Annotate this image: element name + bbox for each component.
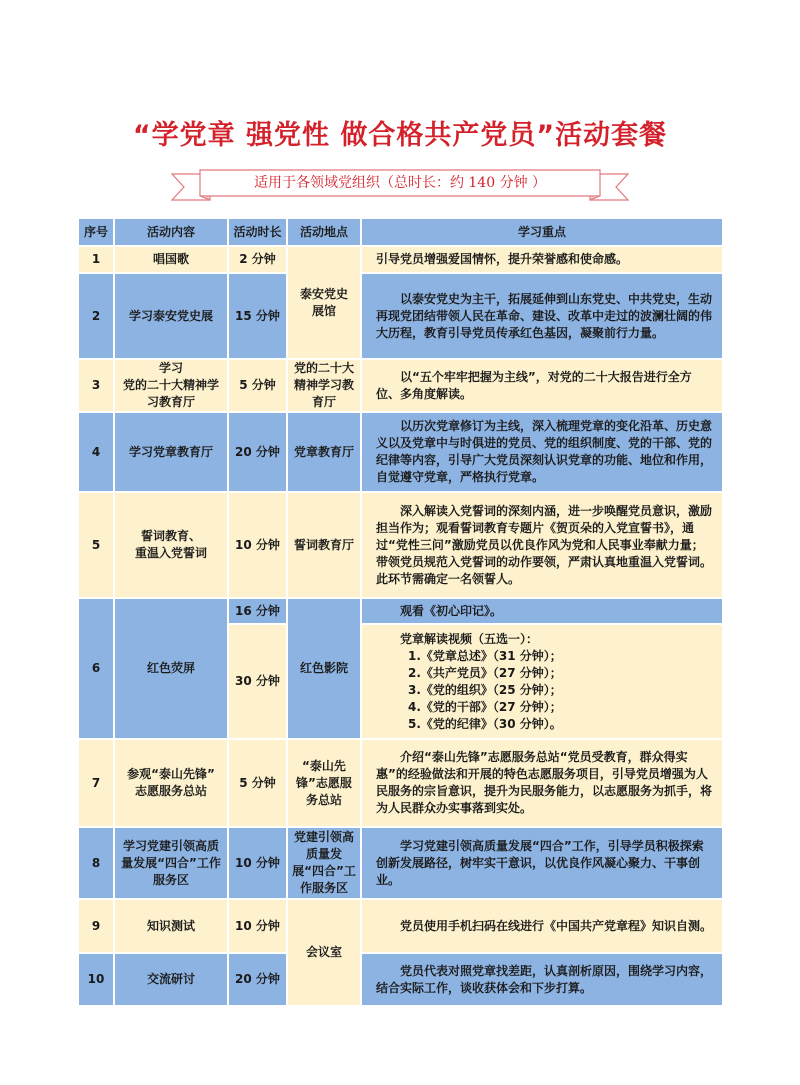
header-focus: 学习重点 (361, 218, 723, 246)
row-no: 8 (78, 827, 114, 899)
row-location: 党的二十大精神学习教育厅 (287, 359, 361, 412)
row-no: 6 (78, 598, 114, 739)
row-activity: 誓词教育、 重温入党誓词 (114, 492, 228, 598)
row-duration: 15 分钟 (228, 273, 287, 359)
table-row (78, 412, 723, 492)
row-no: 2 (78, 273, 114, 359)
table-row (78, 899, 723, 953)
row-location: 誓词教育厅 (287, 492, 361, 598)
page-title: “学党章 强党性 做合格共产党员”活动套餐 (132, 120, 668, 151)
table-row (78, 273, 723, 359)
header-no: 序号 (78, 218, 114, 246)
table-row (78, 739, 723, 827)
table-row (78, 359, 723, 412)
row-activity: 学习 党的二十大精神学习教育厅 (114, 359, 228, 412)
table-row (78, 492, 723, 598)
row-duration: 20 分钟 (228, 953, 287, 1006)
row-duration: 16 分钟 (228, 598, 287, 624)
table-row (78, 598, 723, 624)
row-focus: 学习党建引领高质量发展“四合”工作，引导学员积极探索创新发展路径，树牢实干意识，以优良作风凝心聚力、干事创业。 (361, 827, 723, 899)
row-no: 10 (78, 953, 114, 1006)
row-activity: 参观“泰山先锋” 志愿服务总站 (114, 739, 228, 827)
list-item: 3.《党的组织》（25 分钟）； (408, 682, 562, 697)
row-location: 党建引领高质量发展“四合”工作服务区 (287, 827, 361, 899)
row-no: 4 (78, 412, 114, 492)
row-location: “泰山先锋”志愿服务总站 (287, 739, 361, 827)
list-item: 2.《共产党员》（27 分钟）； (408, 665, 562, 680)
row-duration: 5 分钟 (228, 739, 287, 827)
table-row (78, 827, 723, 899)
row-focus: 以“五个牢牢把握为主线”，对党的二十大报告进行全方位、多角度解读。 (361, 359, 723, 412)
activity-table (77, 217, 724, 1007)
row-no: 9 (78, 899, 114, 953)
header-location: 活动地点 (287, 218, 361, 246)
row-no: 5 (78, 492, 114, 598)
row-focus (361, 624, 723, 739)
row-focus: 引导党员增强爱国情怀，提升荣誉感和使命感。 (361, 246, 723, 273)
row-no: 3 (78, 359, 114, 412)
header-activity: 活动内容 (114, 218, 228, 246)
row-focus: 介绍“泰山先锋”志愿服务总站“党员受教育，群众得实惠”的经验做法和开展的特色志愿服务项目，引导党员增强为人民服务的宗旨意识，提升为民服务能力，以志愿服务为抓手，将为人民群众办实事落到实处。 (361, 739, 723, 827)
subtitle-ribbon (170, 166, 630, 206)
row-focus: 党员使用手机扫码在线进行《中国共产党章程》知识自测。 (361, 899, 723, 953)
row-location: 党章教育厅 (287, 412, 361, 492)
row-no: 7 (78, 739, 114, 827)
row-activity: 学习泰安党史展 (114, 273, 228, 359)
row-focus: 以历次党章修订为主线，深入梳理党章的变化沿革、历史意义以及党章中与时俱进的党员、党的组织制度、党的干部、党的纪律等内容，引导广大党员深刻认识党章的功能、地位和作用，自觉遵守党章，严格执行党章。 (361, 412, 723, 492)
row-activity: 唱国歌 (114, 246, 228, 273)
row-location: 红色影院 (287, 598, 361, 739)
table-row (78, 953, 723, 1006)
header-duration: 活动时长 (228, 218, 287, 246)
row-focus: 以泰安党史为主干，拓展延伸到山东党史、中共党史，生动再现党团结带领人民在革命、建设、改革中走过的波澜壮阔的伟大历程，教育引导党员传承红色基因，凝聚前行力量。 (361, 273, 723, 359)
video-list (376, 648, 712, 733)
row-focus: 党员代表对照党章找差距，认真剖析原因，围绕学习内容，结合实际工作，谈收获体会和下步打算。 (361, 953, 723, 1006)
row-activity: 学习党章教育厅 (114, 412, 228, 492)
row-duration: 10 分钟 (228, 827, 287, 899)
row-duration: 2 分钟 (228, 246, 287, 273)
row-duration: 10 分钟 (228, 492, 287, 598)
row-duration: 5 分钟 (228, 359, 287, 412)
table-row (78, 246, 723, 273)
row-activity: 红色荧屏 (114, 598, 228, 739)
row-no: 1 (78, 246, 114, 273)
row-focus: 深入解读入党誓词的深刻内涵，进一步唤醒党员意识，激励担当作为；观看誓词教育专题片《贺页朵的入党宣誓书》，通过“党性三问”激励党员以优良作风为党和人民事业奉献力量；带领党员规范入党誓词的动作要领，严肃认真地重温入党誓词。此环节需确定一名领誓人。 (361, 492, 723, 598)
row-location: 泰安党史展馆 (287, 246, 361, 359)
row-focus: 观看《初心印记》。 (361, 598, 723, 624)
row-activity: 学习党建引领高质量发展“四合”工作服务区 (114, 827, 228, 899)
row-duration: 30 分钟 (228, 624, 287, 739)
row-activity: 交流研讨 (114, 953, 228, 1006)
row-activity: 知识测试 (114, 899, 228, 953)
video-list-title: 党章解读视频（五选一）： (400, 631, 539, 646)
list-item: 5.《党的纪律》（30 分钟）。 (408, 716, 562, 731)
row-location: 会议室 (287, 899, 361, 1006)
list-item: 1.《党章总述》（31 分钟）； (408, 648, 562, 663)
subtitle-text: 适用于各领域党组织（总时长：约 140 分钟 ） (253, 175, 547, 191)
row-duration: 20 分钟 (228, 412, 287, 492)
row-duration: 10 分钟 (228, 899, 287, 953)
table-header-row (78, 218, 723, 246)
list-item: 4.《党的干部》（27 分钟）； (408, 699, 562, 714)
